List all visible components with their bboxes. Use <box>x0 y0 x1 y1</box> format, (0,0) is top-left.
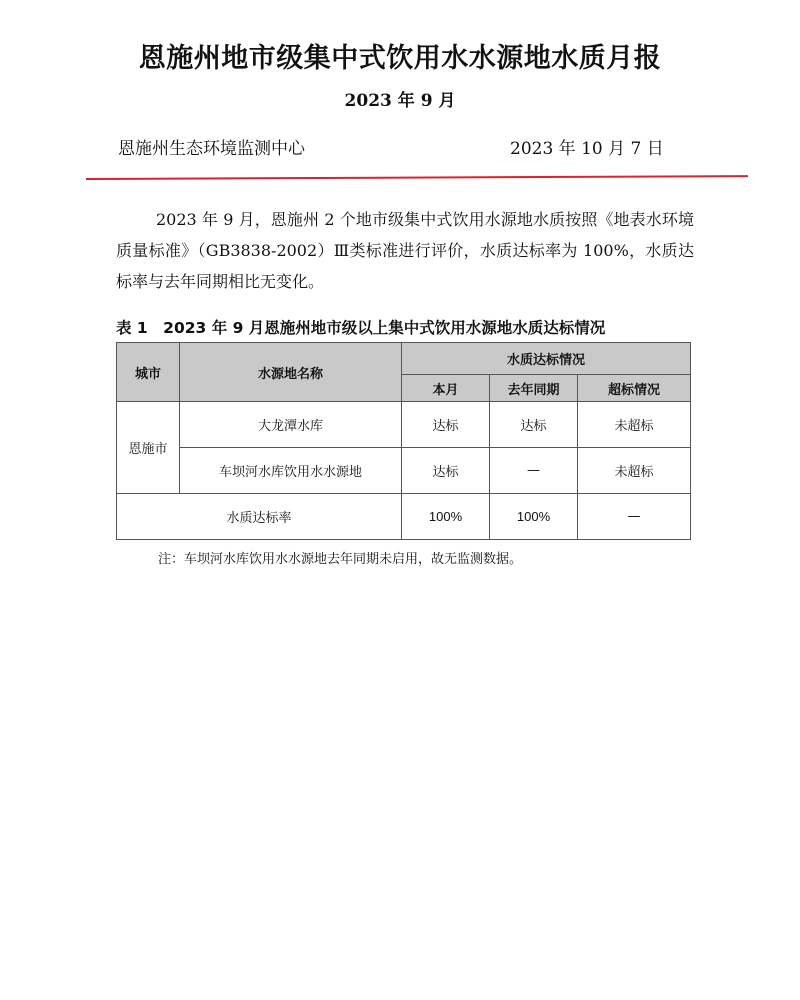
table-row <box>117 448 691 494</box>
cell-last-year: — <box>490 448 578 494</box>
header-this-month: 本月 <box>402 375 490 402</box>
issue-date: 2023 年 10 月 7 日 <box>510 139 664 159</box>
cell-city: 恩施市 <box>117 402 180 494</box>
issuer-name: 恩施州生态环境监测中心 <box>118 139 305 159</box>
cell-rate-this-month: 100% <box>402 494 490 540</box>
report-period: 2023 年 9 月 <box>344 91 456 111</box>
header-exceed: 超标情况 <box>578 375 691 402</box>
water-quality-table <box>116 342 691 540</box>
table-note: 注：车坝河水库饮用水水源地去年同期未启用，故无监测数据。 <box>158 552 523 567</box>
cell-source: 车坝河水库饮用水水源地 <box>180 448 402 494</box>
cell-rate-label: 水质达标率 <box>117 494 402 540</box>
cell-rate-exceed: — <box>578 494 691 540</box>
header-last-year: 去年同期 <box>490 375 578 402</box>
table-row <box>117 402 691 448</box>
cell-last-year: 达标 <box>490 402 578 448</box>
cell-exceed: 未超标 <box>578 402 691 448</box>
cell-source: 大龙潭水库 <box>180 402 402 448</box>
cell-this-month: 达标 <box>402 402 490 448</box>
table-caption: 表 1 2023 年 9 月恩施州地市级以上集中式饮用水源地水质达标情况 <box>116 319 606 337</box>
red-divider <box>86 175 748 180</box>
cell-exceed: 未超标 <box>578 448 691 494</box>
header-source-name: 水源地名称 <box>180 343 402 402</box>
cell-this-month: 达标 <box>402 448 490 494</box>
header-status-group: 水质达标情况 <box>402 343 691 375</box>
summary-paragraph: 2023 年 9 月，恩施州 2 个地市级集中式饮用水源地水质按照《地表水环境质量标准》（GB3838-2002）Ⅲ类标准进行评价，水质达标率为 100%，水质达标率与去年同期相比无变化。 <box>116 210 694 291</box>
table-header-row <box>117 343 691 375</box>
table-rate-row <box>117 494 691 540</box>
report-title: 恩施州地市级集中式饮用水水源地水质月报 <box>138 43 662 74</box>
header-city: 城市 <box>117 343 180 402</box>
cell-rate-last-year: 100% <box>490 494 578 540</box>
